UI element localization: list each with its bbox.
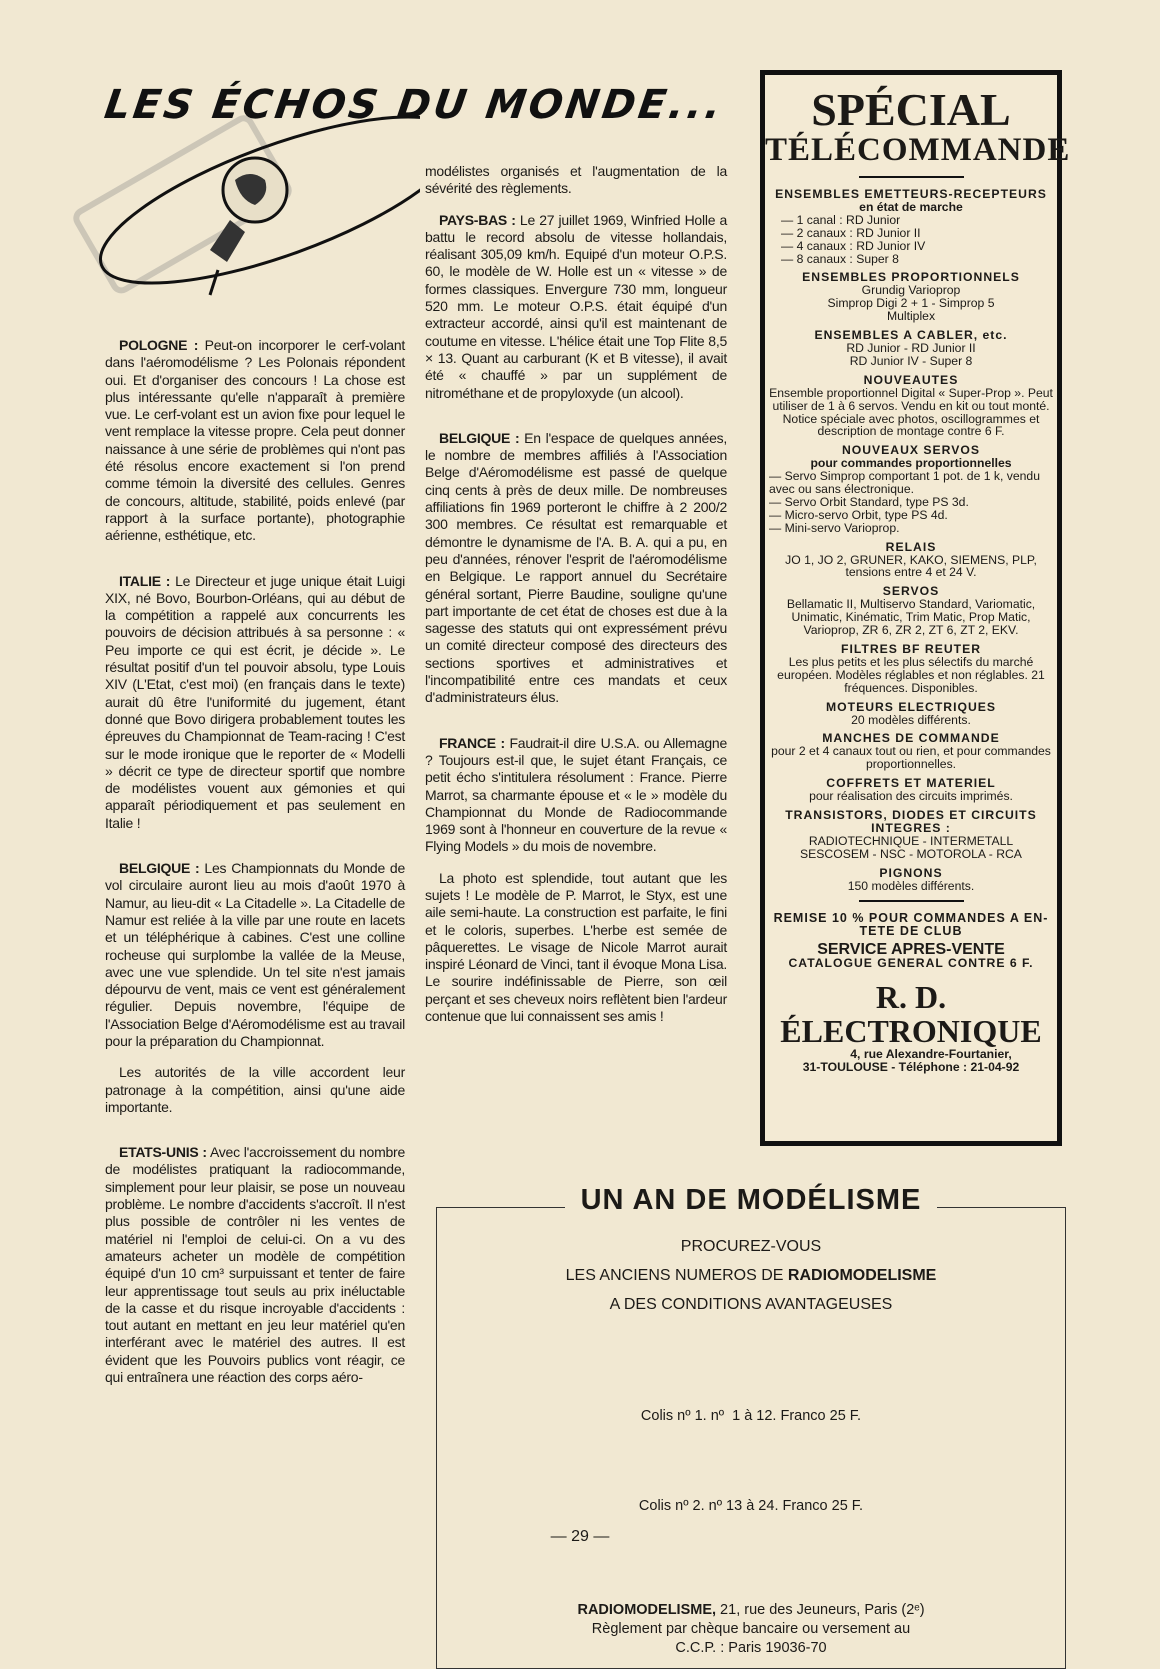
section-line: Simprop Digi 2 + 1 - Simprop 5 (827, 296, 995, 311)
section-heading: MANCHES DE COMMANDE (822, 731, 1000, 746)
body: modélistes organisés et l'augmentation de la sévérité des règlements. (425, 163, 727, 197)
ad-heading: UN AN DE MODÉLISME (565, 1184, 938, 1216)
section-line: pour 2 et 4 canaux tout ou rien, et pour commandes proportionnelles. (771, 744, 1051, 772)
section-line: — 8 canaux : Super 8 (781, 251, 899, 266)
body: Les autorités de la ville accordent leur patronage à la compétition, ainsi qu'une aide importante. (105, 1064, 405, 1115)
section-line: RD Junior IV - Super 8 (849, 353, 973, 368)
divider (859, 176, 964, 178)
section-line: RD Junior - RD Junior II (846, 340, 976, 355)
article-continued (425, 163, 727, 198)
article-pologne (105, 337, 405, 545)
parcel-2: Colis nº 2. nº 13 à 24. Franco 25 F. (638, 1498, 864, 1514)
ad-brand: R. D. ÉLECTRONIQUE (780, 979, 1042, 1050)
section-line: Multiplex (886, 309, 936, 324)
payment-info (437, 1601, 1065, 1658)
section-line: Les plus petits et les plus sélectifs du marché européen. Modèles réglables et non réglables. 21 fréquences. Disponibles. (777, 654, 1045, 695)
section-heading: ENSEMBLES EMETTEURS-RECEPTEURS (775, 187, 1047, 201)
ad-sections (765, 188, 1057, 892)
ad-section (769, 732, 1053, 771)
ad-section (769, 374, 1053, 439)
section-line: — Servo Simprop comportant 1 pot. de 1 k, vendu avec ou sans électronique. (769, 469, 1040, 497)
ad-address-2: 31-TOULOUSE - Téléphone : 21-04-92 (802, 1059, 1020, 1074)
ad-section (769, 188, 1053, 265)
ad-section (769, 541, 1053, 580)
payment-line: Règlement par chèque bancaire ou versement au (591, 1621, 911, 1637)
ad-title: SPÉCIAL (811, 84, 1011, 135)
ad-section (769, 444, 1053, 534)
section-line: — Micro-servo Orbit, type PS 4d. (769, 507, 948, 522)
divider (859, 900, 964, 902)
article-belgique-2 (105, 1064, 405, 1116)
offer-text (437, 1232, 1065, 1319)
back-issues-advertisement (436, 1184, 1066, 1669)
left-column (105, 337, 405, 1400)
heading-wrap (437, 1184, 1065, 1217)
article-etats-unis (105, 1144, 405, 1386)
lead: BELGIQUE : (119, 860, 200, 877)
section-heading: ENSEMBLES A CABLER, etc. (814, 328, 1008, 343)
address (437, 1601, 1065, 1620)
ad-section (769, 701, 1053, 727)
payment-line: C.C.P. : Paris 19036-70 (675, 1640, 827, 1656)
body: Faudrait-il dire U.S.A. ou Allemagne ? Toujours est-il que, le sujet étant Français, ce petit écho s'intitulera résolument : France. Pierre Marrot, sa charmante épouse et « le » modèle du Championnat du Monde de Radiocommande 1969 sont à l'honneur en couverture de la revue « Flying Models » du mois de novembre. (425, 734, 727, 855)
body: La photo est splendide, tout autant que les sujets ! Le modèle de P. Marrot, le Styx, est une aile semi-haute. La construction est parfaite, le fini et le coloris, superbes. L'herbe est semée de pâquerettes. Le visage de Nicole Marrot aurait inspiré Léonard de Vinci, tant il évoque Mona Lisa. Le sourire indéfinissable de Pierre, son œil perçant et ses cheveux noirs reflètent bien l'ardeur contenue que lui connaissent ses amis ! (425, 869, 727, 1025)
section-line: — Mini-servo Varioprop. (769, 520, 900, 535)
ad-section (769, 777, 1053, 803)
ad-section (769, 585, 1053, 637)
body: En l'espace de quelques années, le nombre de membres affiliés à l'Association Belge d'Aéromodélisme est passé de quelque cinq cents à près de deux mille. De nombreuses affiliations fin 1969 porteront le chiffre à 2 200/2 300 membres. Ce résultat est remarquable et démontre le dynamisme de l'A. B. A. qui a pu, en peu d'années, rénover l'esprit de l'aéromodélisme en Belgique. Le rapport annuel du Secrétaire général sortant, Pierre Baudine, souligne qu'une part importante de cet état de choses est due à la sagesse des statuts qui ont expressément prévu un comité directeur composé des directeurs des sections sportives et administratives et l'incompatibilité entre ces mandats et ceux d'administrateurs élus. (425, 429, 727, 706)
middle-column (425, 163, 727, 1039)
section-heading: ENSEMBLES PROPORTIONNELS (802, 270, 1020, 285)
section-line: SESCOSEM - NSC - MOTOROLA - RCA (800, 846, 1022, 861)
text: 21, rue des Jeuneurs, Paris (2ᵉ) (716, 1602, 925, 1618)
text: LES ANCIENS NUMEROS DE (565, 1267, 788, 1284)
article-italie (105, 573, 405, 832)
section-heading: SERVOS (882, 584, 940, 599)
body: Avec l'accroissement du nombre de modélistes pratiquant la radiocommande, simplement pour leur plaisir, se pose un nouveau problème. Le nombre d'accidents s'accroît. Il n'est plus possible de contrôler ni les ventes de matériel ni l'emploi de celui-ci. On a vu des amateurs acheter un modèle de compétition équipé d'un 10 cm³ surpuissant et tenter de faire leur apprentissage tout seuls au prix inéluctable de la casse et du risque incroyable d'accidents : tout autant en mettant en jeu leur matériel qu'en interférant avec le matériel des autres. Il est évident que les Pouvoirs publics vont réagir, ce qui entraînera une réaction des corps aéro- (105, 1144, 405, 1386)
section-line: 150 modèles différents. (847, 878, 975, 893)
magazine-name: RADIOMODELISME, (577, 1602, 717, 1618)
offer-line: A DES CONDITIONS AVANTAGEUSES (609, 1296, 893, 1313)
section-heading: TRANSISTORS, DIODES ET CIRCUITS INTEGRES : (785, 807, 1037, 835)
section-heading: PIGNONS (879, 865, 943, 880)
section-subheading: pour commandes proportionnelles (810, 456, 1012, 471)
ad-catalogue: CATALOGUE GENERAL CONTRE 6 F. (788, 956, 1034, 971)
section-line: Bellamatic II, Multiservo Standard, Variomatic, Unimatic, Kinématic, Trim Matic, Prop Matic, Varioprop, ZR 6, ZR 2, ZT 6, ZT 2, EKV. (786, 597, 1036, 638)
body: Peut-on incorporer le cerf-volant dans l'aéromodélisme ? Les Polonais répondent oui. Et d'organiser des concours ! La chose est plus intéressante qu'elle n'apparaît à première vue. Le cerf-volant est un avion fixe pour lequel le vent remplace la vitesse propre. Cela peut donner naissance à une série de problèmes qui n'ont pas été résolus encore exactement si l'on prend comme témoin la diversité des cellules. Genres de concours, altitude, stabilité, poids enlevé (par rapport à la surface portante), photographie aérienne, esthétique, etc. (105, 337, 405, 544)
lead: ITALIE : (119, 572, 171, 589)
section-heading: FILTRES BF REUTER (841, 642, 981, 656)
section-line: — 4 canaux : RD Junior IV (781, 238, 926, 253)
page-title: LES ÉCHOS DU MONDE... (101, 82, 727, 128)
ad-section (769, 329, 1053, 368)
rc-paper-watermark-and-satellite-illustration (60, 40, 420, 310)
section-line: — Servo Orbit Standard, type PS 3d. (769, 494, 969, 509)
ad-section (769, 867, 1053, 893)
section-heading: NOUVEAUTES (863, 372, 959, 387)
lead: PAYS-BAS : (439, 211, 516, 228)
ad-subtitle: TÉLÉCOMMANDE (765, 132, 1071, 168)
section-line: RADIOTECHNIQUE - INTERMETALL (808, 833, 1014, 848)
page-number: — 29 — (550, 1528, 610, 1545)
ad-section (769, 643, 1053, 695)
section-line: — 2 canaux : RD Junior II (781, 225, 921, 240)
lead: FRANCE : (439, 734, 505, 751)
lead: POLOGNE : (119, 337, 199, 353)
ad-section (769, 271, 1053, 323)
lead: ETATS-UNIS : (119, 1144, 207, 1161)
section-subheading: en état de marche (859, 199, 963, 214)
section-heading: MOTEURS ELECTRIQUES (826, 699, 996, 714)
ad-address-1: 4, rue Alexandre-Fourtanier, (850, 1047, 1012, 1062)
section-heading: COFFRETS ET MATERIEL (826, 776, 996, 791)
section-heading: NOUVEAUX SERVOS (841, 443, 981, 458)
article-france (425, 735, 727, 856)
section-heading: RELAIS (885, 539, 937, 554)
section-line: JO 1, JO 2, GRUNER, KAKO, SIEMENS, PLP, tensions entre 4 et 24 V. (785, 552, 1037, 580)
article-pays-bas (425, 212, 727, 402)
ad-remise: REMISE 10 % POUR COMMANDES A EN-TETE DE CLUB (773, 911, 1049, 939)
section-line: 20 modèles différents. (851, 712, 971, 727)
offer-line (437, 1261, 1065, 1290)
offer-line: PROCUREZ-VOUS (680, 1238, 822, 1255)
lead: BELGIQUE : (439, 429, 520, 446)
parcel-1: Colis nº 1. nº 1 à 12. Franco 25 F. (640, 1408, 862, 1424)
body: Le 27 juillet 1969, Winfried Holle a battu le record absolu de vitesse hollandais, réalisant 305,09 km/h. Equipé d'un moteur O.P.S. 60, le modèle de W. Holle est un « vitesse » de formes classiques. Envergure 730 mm, longueur 520 mm. Le moteur O.P.S. était équipé d'un extracteur accordé, ainsi qu'il est maintenant de coutume en vitesse. L'hélice était une Top Flite 8,5 × 13. Quant au carburant (K et B vitesse), il avait été « chauffé » par un supplément de nitrométhane et de propyloxyde (un alcool). (425, 211, 728, 401)
magazine-name: RADIOMODELISME (787, 1267, 937, 1284)
article-belgique-1 (105, 860, 405, 1050)
section-line: — 1 canal : RD Junior (781, 212, 901, 227)
article-france-2 (425, 870, 727, 1026)
body: Les Championnats du Monde de vol circulaire auront lieu au mois d'août 1970 à Namur, au lieu-dit « La Citadelle ». La Citadelle de Namur est reliée à la ville par une route en lacets et un téléphérique à cabines. C'est une colline rocheuse qui surplombe la vallée de la Meuse, avec une vue splendide. Un tel site n'est jamais dépourvu de vent, mais ce vent est généralement régulier. Depuis novembre, l'équipe de l'Association Belge d'Aéromodélisme est au travail pour la préparation du Championnat. (105, 860, 406, 1049)
rd-electronique-advertisement (760, 70, 1071, 1146)
body: Le Directeur et juge unique était Luigi XIX, né Bovo, Bourbon-Orléans, qui au début de la compétition a rappelé aux concurrents les pouvoirs de décision attribués à sa personne : « Peu importe ce qui est écrit, je décide ». Le résultat positif d'un tel pouvoir absolu, type Louis XIV (L'Etat, c'est moi) (en français dans le texte) aurait dû être l'uniformité du jugement, étant donné que Bovo dirigera probablement toutes les épreuves du Championnat de Team-racing ! C'est sur le mode ironique que le reporter de « Modelli » décrit ce type de directeur sportif que nombre de modélistes vouent aux gémonies et qui apparaît périodiquement et pas seulement en Italie ! (105, 572, 405, 831)
ad-service: SERVICE APRES-VENTE (817, 941, 1005, 959)
ad-section (769, 809, 1053, 861)
section-line: pour réalisation des circuits imprimés. (809, 789, 1013, 804)
section-line: Ensemble proportionnel Digital « Super-Prop ». Peut utiliser de 1 à 6 servos. Vendu en kit ou tout monté. Notice spéciale avec photos, oscillogrammes et description de montage contre 6 F. (769, 385, 1053, 439)
section-line: Grundig Varioprop (861, 283, 961, 298)
article-belgique-3 (425, 430, 727, 707)
